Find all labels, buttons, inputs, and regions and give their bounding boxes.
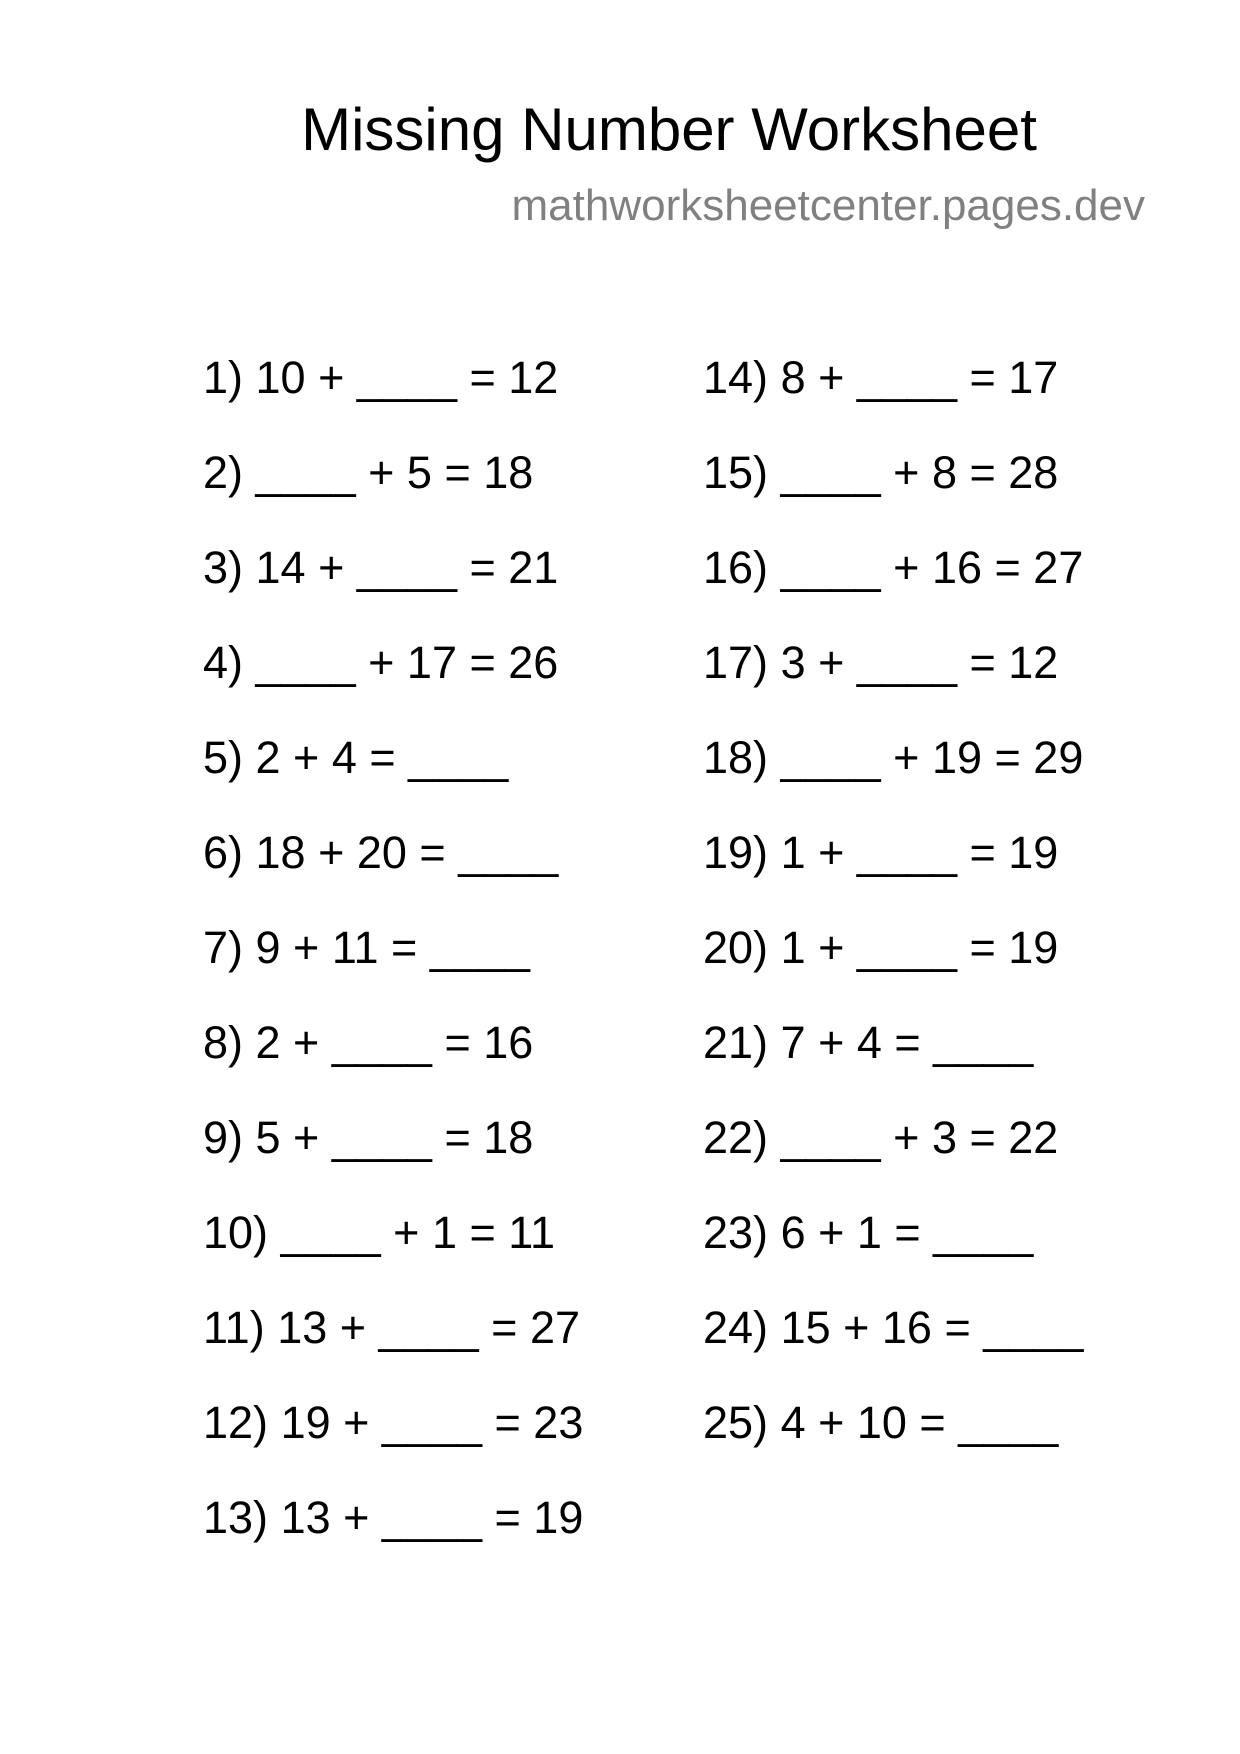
problem-3 xyxy=(203,520,583,615)
problem-equation: 10 + ____ = 12 xyxy=(255,352,559,403)
problem-number: 1) xyxy=(203,352,244,403)
problem-number: 4) xyxy=(203,637,244,688)
problem-equation: 3 + ____ = 12 xyxy=(780,637,1059,688)
problem-number: 21) xyxy=(703,1017,769,1068)
problem-17 xyxy=(703,615,1083,710)
problem-15 xyxy=(703,425,1083,520)
problem-number: 5) xyxy=(203,732,244,783)
problem-column-left xyxy=(203,330,583,1565)
problem-number: 18) xyxy=(703,732,769,783)
problem-equation: 7 + 4 = ____ xyxy=(780,1017,1034,1068)
problem-equation: ____ + 3 = 22 xyxy=(780,1112,1059,1163)
problem-number: 20) xyxy=(703,922,769,973)
problem-number: 2) xyxy=(203,447,244,498)
problem-9 xyxy=(203,1090,583,1185)
problem-number: 23) xyxy=(703,1207,769,1258)
problem-6 xyxy=(203,805,583,900)
problem-equation: 18 + 20 = ____ xyxy=(255,827,559,878)
problem-23 xyxy=(703,1185,1083,1280)
problem-equation: 14 + ____ = 21 xyxy=(255,542,559,593)
problem-number: 15) xyxy=(703,447,769,498)
worksheet-title: Missing Number Worksheet xyxy=(301,96,1037,163)
problem-equation: 4 + 10 = ____ xyxy=(780,1397,1059,1448)
problem-equation: 5 + ____ = 18 xyxy=(255,1112,534,1163)
problem-number: 22) xyxy=(703,1112,769,1163)
problem-14 xyxy=(703,330,1083,425)
problem-equation: 9 + 11 = ____ xyxy=(255,922,530,973)
problem-equation: ____ + 1 = 11 xyxy=(280,1207,555,1258)
problem-number: 24) xyxy=(703,1302,769,1353)
problem-18 xyxy=(703,710,1083,805)
problem-number: 13) xyxy=(203,1492,269,1543)
problem-equation: 1 + ____ = 19 xyxy=(780,827,1059,878)
problem-2 xyxy=(203,425,583,520)
problem-equation: ____ + 17 = 26 xyxy=(255,637,559,688)
problem-column-right xyxy=(703,330,1083,1470)
problem-number: 11) xyxy=(203,1302,265,1353)
problem-equation: ____ + 19 = 29 xyxy=(780,732,1084,783)
problem-5 xyxy=(203,710,583,805)
problem-number: 16) xyxy=(703,542,769,593)
worksheet-source-url: mathworksheetcenter.pages.dev xyxy=(511,181,1145,230)
problem-25 xyxy=(703,1375,1083,1470)
problem-22 xyxy=(703,1090,1083,1185)
problem-equation: 6 + 1 = ____ xyxy=(780,1207,1034,1258)
problem-16 xyxy=(703,520,1083,615)
problem-13 xyxy=(203,1470,583,1565)
problem-number: 25) xyxy=(703,1397,769,1448)
problem-number: 9) xyxy=(203,1112,244,1163)
problem-number: 19) xyxy=(703,827,769,878)
problem-number: 14) xyxy=(703,352,769,403)
problem-equation: 15 + 16 = ____ xyxy=(780,1302,1084,1353)
problem-24 xyxy=(703,1280,1083,1375)
problem-equation: 1 + ____ = 19 xyxy=(780,922,1059,973)
problem-number: 12) xyxy=(203,1397,269,1448)
problem-1 xyxy=(203,330,583,425)
problem-11 xyxy=(203,1280,583,1375)
problem-number: 10) xyxy=(203,1207,269,1258)
problem-number: 8) xyxy=(203,1017,244,1068)
problem-equation: ____ + 16 = 27 xyxy=(780,542,1084,593)
problem-21 xyxy=(703,995,1083,1090)
problem-12 xyxy=(203,1375,583,1470)
problem-19 xyxy=(703,805,1083,900)
problem-equation: 13 + ____ = 27 xyxy=(277,1302,581,1353)
problem-10 xyxy=(203,1185,583,1280)
problem-equation: 8 + ____ = 17 xyxy=(780,352,1059,403)
problem-equation: 13 + ____ = 19 xyxy=(280,1492,584,1543)
problem-8 xyxy=(203,995,583,1090)
problem-number: 3) xyxy=(203,542,244,593)
problem-equation: 2 + 4 = ____ xyxy=(255,732,509,783)
problem-equation: 19 + ____ = 23 xyxy=(280,1397,584,1448)
problem-number: 6) xyxy=(203,827,244,878)
problem-7 xyxy=(203,900,583,995)
problem-equation: ____ + 5 = 18 xyxy=(255,447,534,498)
problem-equation: ____ + 8 = 28 xyxy=(780,447,1059,498)
problem-4 xyxy=(203,615,583,710)
problem-number: 17) xyxy=(703,637,769,688)
problem-equation: 2 + ____ = 16 xyxy=(255,1017,534,1068)
problem-20 xyxy=(703,900,1083,995)
problem-number: 7) xyxy=(203,922,244,973)
